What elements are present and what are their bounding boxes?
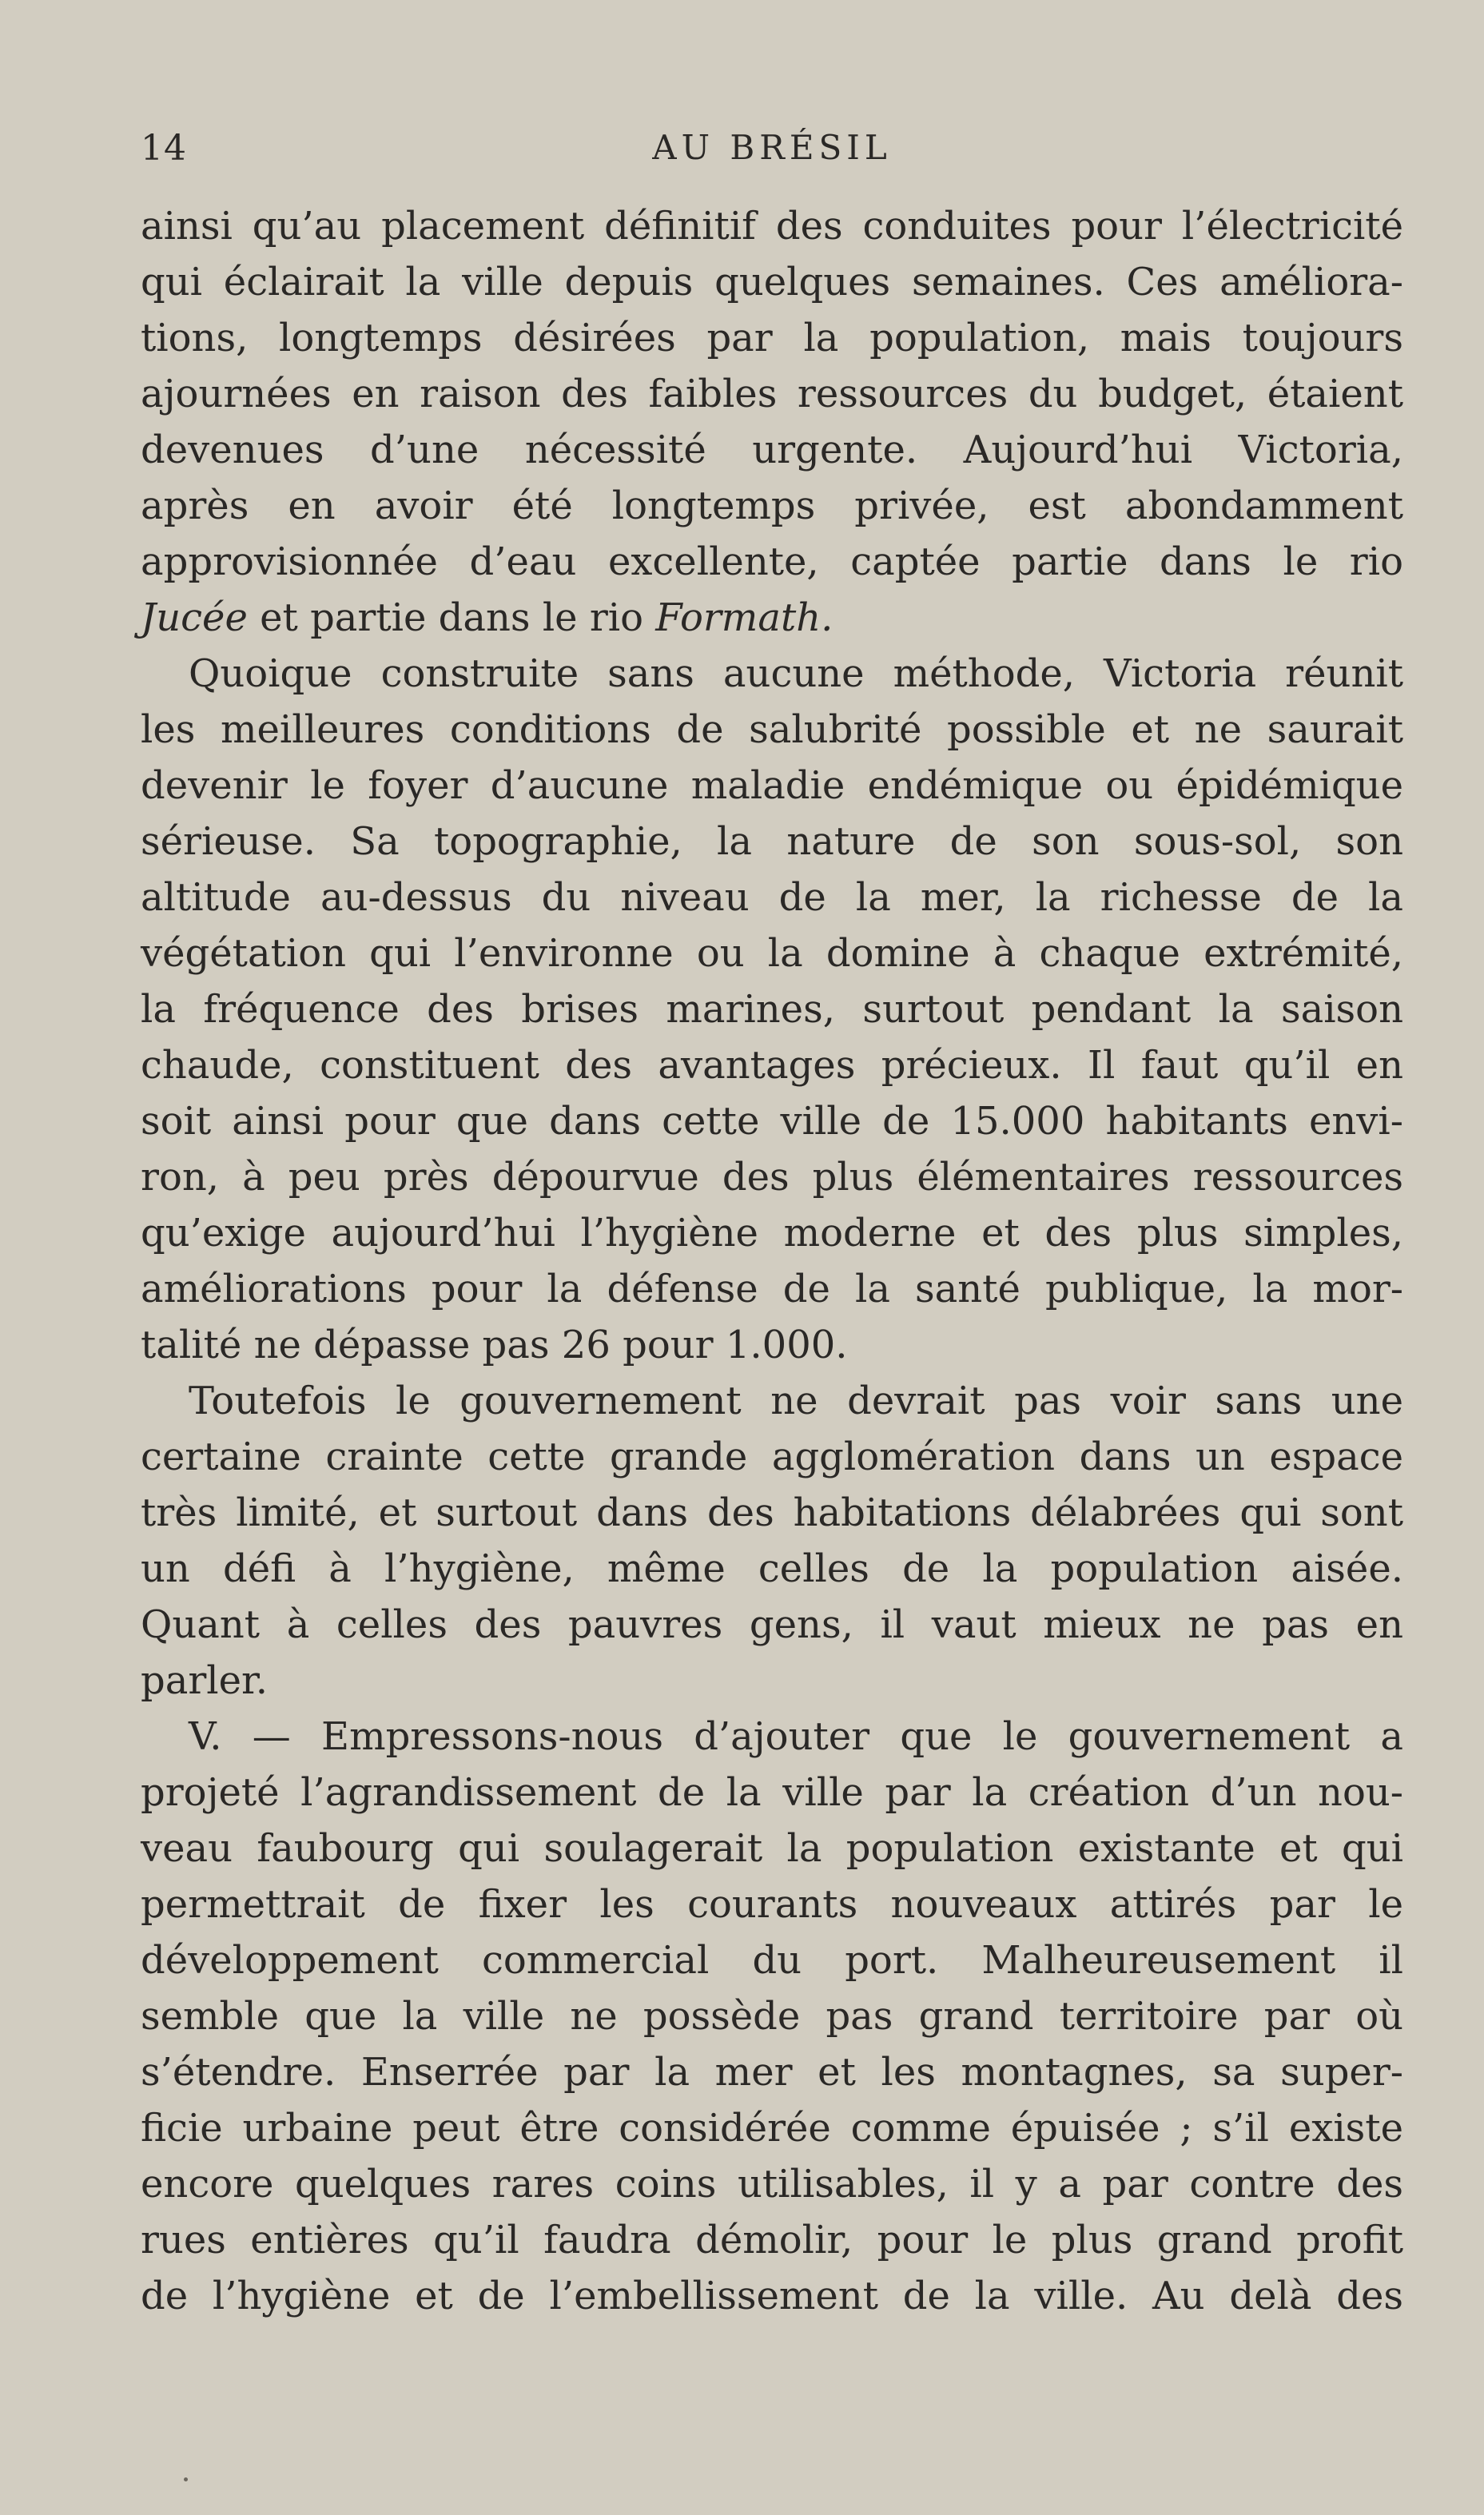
text-segment: de l’hygiène et de l’embellissement de la ville. Au delà des — [141, 2274, 1403, 2318]
text-segment: V. — Empressons-nous d’ajouter que le gouvernement a — [189, 1714, 1403, 1759]
text-segment: après en avoir été longtemps privée, est abondamment — [141, 484, 1403, 528]
text-segment: veau faubourg qui soulagerait la population existante et qui — [141, 1826, 1403, 1871]
text-segment: certaine crainte cette grande agglomération dans un espace — [141, 1435, 1403, 1479]
text-line — [141, 702, 1403, 758]
text-segment: parler. — [141, 1658, 268, 1703]
text-segment: ficie urbaine peut être considérée comme épuisée ; s’il existe — [141, 2106, 1403, 2151]
text-line — [141, 1093, 1403, 1149]
text-segment: développement commercial du port. Malheureusement il — [141, 1938, 1403, 1983]
text-line — [141, 2044, 1403, 2100]
text-line — [141, 2100, 1403, 2156]
text-segment: s’étendre. Enserrée par la mer et les montagnes, sa super- — [141, 2050, 1403, 2095]
body-text — [141, 198, 1403, 2324]
text-segment: et partie dans le rio — [247, 595, 656, 640]
text-segment: altitude au-dessus du niveau de la mer, la richesse de la — [141, 875, 1403, 920]
text-segment: talité ne dépasse pas 26 pour 1.000. — [141, 1323, 848, 1367]
text-segment: projeté l’agrandissement de la ville par la création d’un nou- — [141, 1770, 1403, 1815]
text-segment: tions, longtemps désirées par la population, mais toujours — [141, 316, 1403, 360]
italic-text: Jucée — [141, 595, 248, 640]
text-segment: un défi à l’hygiène, même celles de la population aisée. — [141, 1546, 1403, 1591]
text-segment: ajournées en raison des faibles ressources du budget, étaient — [141, 372, 1403, 416]
text-line — [141, 422, 1403, 478]
text-segment: devenues d’une nécessité urgente. Aujourd’hui Victoria, — [141, 428, 1403, 472]
text-segment: qui éclairait la ville depuis quelques semaines. Ces améliora- — [141, 260, 1403, 304]
text-segment: sérieuse. Sa topographie, la nature de son sous-sol, son — [141, 819, 1403, 864]
paper-speck — [184, 2477, 188, 2481]
text-line — [141, 310, 1403, 366]
text-segment: améliorations pour la défense de la santé publique, la mor- — [141, 1267, 1403, 1311]
text-segment: chaude, constituent des avantages précieux. Il faut qu’il en — [141, 1043, 1403, 1088]
text-segment: ainsi qu’au placement définitif des conduites pour l’électricité — [141, 204, 1403, 249]
text-line — [141, 1653, 1403, 1709]
text-segment: les meilleures conditions de salubrité possible et ne saurait — [141, 707, 1403, 752]
running-title: AU BRÉSIL — [652, 128, 892, 167]
text-line — [141, 1485, 1403, 1541]
text-line — [141, 534, 1403, 590]
text-segment: très limité, et surtout dans des habitations délabrées qui sont — [141, 1490, 1403, 1535]
text-line — [141, 1261, 1403, 1317]
text-line — [141, 2156, 1403, 2212]
text-line — [141, 1317, 1403, 1373]
text-line — [141, 1205, 1403, 1261]
text-line — [141, 1765, 1403, 1821]
text-segment: la fréquence des brises marines, surtout pendant la saison — [141, 987, 1403, 1032]
text-line — [141, 1932, 1403, 1988]
text-line — [141, 1429, 1403, 1485]
text-line — [141, 2212, 1403, 2268]
text-segment: Quant à celles des pauvres gens, il vaut mieux ne pas en — [141, 1602, 1403, 1647]
text-line — [141, 1597, 1403, 1653]
text-line — [141, 590, 1403, 646]
page-header — [141, 128, 1403, 176]
text-line — [141, 981, 1403, 1037]
text-line — [141, 366, 1403, 422]
text-segment: approvisionnée d’eau excellente, captée partie dans le rio — [141, 539, 1403, 584]
text-segment: ron, à peu près dépourvue des plus élémentaires ressources — [141, 1155, 1403, 1200]
text-line — [141, 925, 1403, 981]
text-line — [141, 478, 1403, 534]
text-line — [141, 1988, 1403, 2044]
text-line — [141, 1876, 1403, 1932]
text-line — [141, 198, 1403, 254]
text-line — [141, 1541, 1403, 1597]
text-segment: permettrait de fixer les courants nouveaux attirés par le — [141, 1882, 1403, 1927]
text-segment: Toutefois le gouvernement ne devrait pas voir sans une — [189, 1379, 1403, 1423]
text-segment: qu’exige aujourd’hui l’hygiène moderne et des plus simples, — [141, 1211, 1403, 1256]
text-line — [141, 1709, 1403, 1765]
text-segment: semble que la ville ne possède pas grand territoire par où — [141, 1994, 1403, 2039]
text-segment: végétation qui l’environne ou la domine à chaque extrémité, — [141, 931, 1403, 976]
text-segment: rues entières qu’il faudra démolir, pour le plus grand profit — [141, 2218, 1403, 2262]
text-segment: Quoique construite sans aucune méthode, Victoria réunit — [189, 651, 1403, 696]
text-line — [141, 1037, 1403, 1093]
text-line — [141, 646, 1403, 702]
text-segment: devenir le foyer d’aucune maladie endémique ou épidémique — [141, 763, 1403, 808]
text-line — [141, 254, 1403, 310]
text-line — [141, 814, 1403, 870]
text-line — [141, 1149, 1403, 1205]
text-line — [141, 1373, 1403, 1429]
text-line — [141, 870, 1403, 925]
italic-text: Formath. — [655, 595, 834, 640]
text-line — [141, 758, 1403, 814]
page-number: 14 — [141, 128, 187, 169]
text-segment: soit ainsi pour que dans cette ville de 15.000 habitants envi- — [141, 1099, 1403, 1144]
text-line — [141, 1821, 1403, 1876]
text-segment: encore quelques rares coins utilisables, il y a par contre des — [141, 2162, 1403, 2207]
text-line — [141, 2268, 1403, 2324]
